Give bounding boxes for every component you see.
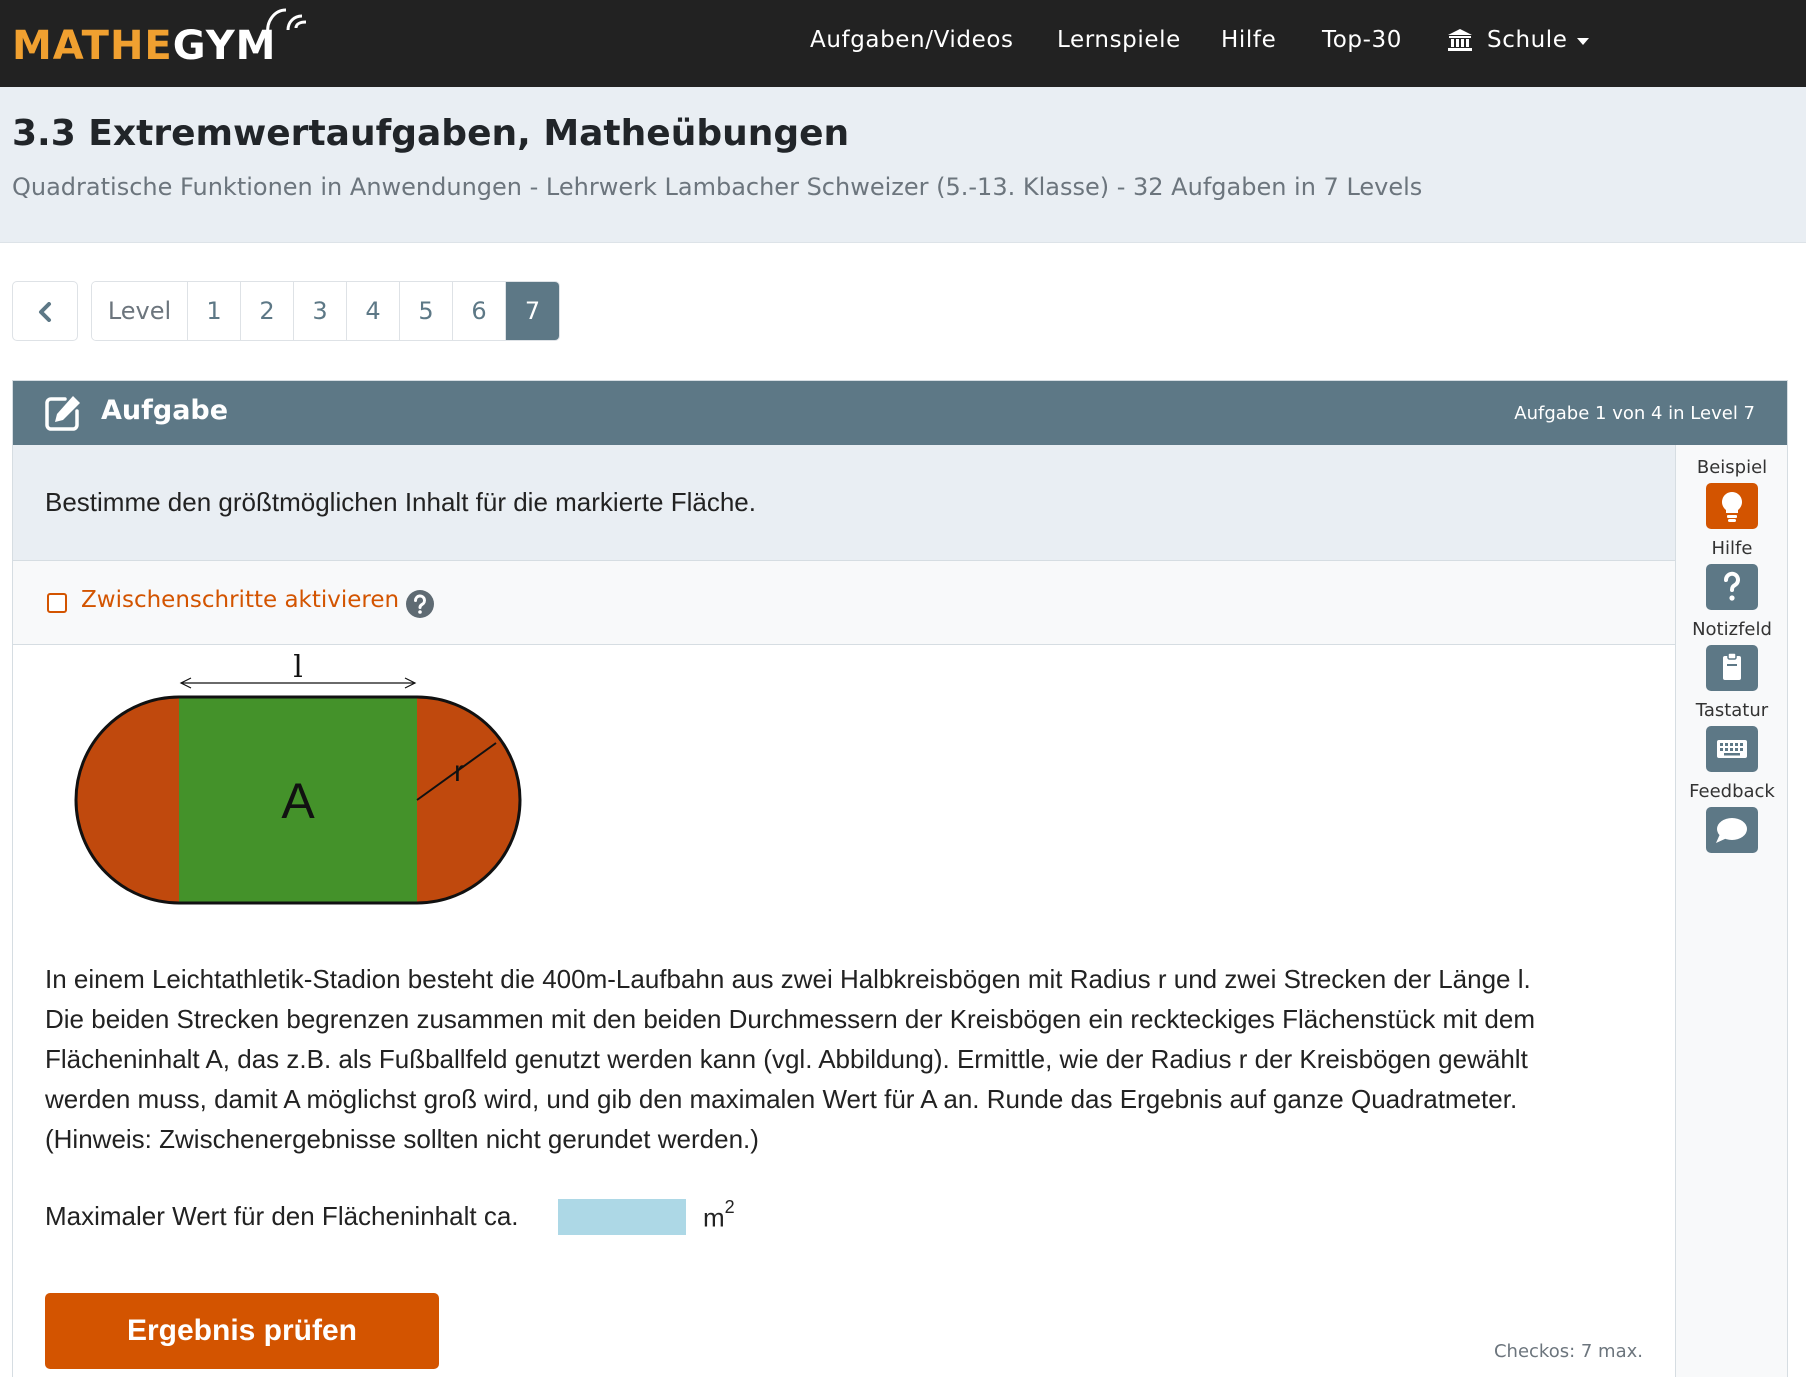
problem-line: Flächeninhalt A, das z.B. als Fußballfeld genutzt werden kann (vgl. Abbildung). Ermittle, wie der Radius r der Kreisbögen gewählt — [45, 1044, 1528, 1074]
tool-label-notizfeld: Notizfeld — [1692, 619, 1772, 640]
steps-band — [13, 561, 1675, 645]
problem-line: Die beiden Strecken begrenzen zusammen mit den beiden Durchmessern der Kreisbögen ein reckteckiges Flächenstück mit dem — [45, 1004, 1535, 1034]
answer-unit — [703, 1197, 735, 1234]
tastatur-button[interactable] — [1706, 726, 1758, 772]
track-end-left — [76, 697, 179, 903]
tool-notizfeld — [1676, 619, 1788, 695]
logo-text-gym: GYM — [172, 23, 277, 69]
feedback-button[interactable] — [1706, 807, 1758, 853]
task-card-header — [13, 381, 1787, 445]
nav-dropdown-schule[interactable] — [1447, 22, 1597, 58]
steps-checkbox[interactable] — [47, 593, 67, 613]
lightbulb-icon — [1706, 483, 1758, 529]
keyboard-icon — [1706, 726, 1758, 772]
level-link-6[interactable]: 6 — [453, 282, 506, 340]
nav-item-hilfe[interactable]: Hilfe — [1221, 27, 1277, 53]
tool-tastatur — [1676, 700, 1788, 776]
nav-item-aufgaben-videos[interactable]: Aufgaben/Videos — [810, 27, 1014, 53]
tool-sidebar — [1675, 445, 1787, 1377]
answer-unit-exponent: 2 — [724, 1197, 735, 1217]
tool-beispiel — [1676, 457, 1788, 533]
checkos-counter: Checkos: 7 max. — [1493, 1341, 1643, 1362]
stadium-figure — [59, 653, 529, 923]
level-pagination — [91, 281, 560, 341]
task-counter: Aufgabe 1 von 4 in Level 7 — [1514, 403, 1755, 424]
task-statement: Bestimme den größtmöglichen Inhalt für die markierte Fläche. — [45, 487, 756, 517]
level-label: Level — [92, 282, 188, 340]
chevron-left-icon — [37, 302, 53, 322]
problem-line: In einem Leichtathletik-Stadion besteht die 400m-Laufbahn aus zwei Halbkreisbögen mit Radius r und zwei Strecken der Länge l. — [45, 964, 1531, 994]
edit-icon — [43, 393, 83, 433]
beispiel-button[interactable] — [1706, 483, 1758, 529]
level-link-1[interactable]: 1 — [188, 282, 241, 340]
task-statement-band — [13, 445, 1675, 561]
level-link-4[interactable]: 4 — [347, 282, 400, 340]
task-card — [12, 380, 1788, 1377]
navbar — [0, 0, 1806, 87]
tool-label-feedback: Feedback — [1689, 781, 1775, 802]
problem-text — [45, 959, 1645, 1159]
tool-feedback — [1676, 781, 1788, 857]
answer-label: Maximaler Wert für den Flächeninhalt ca. — [45, 1201, 519, 1231]
back-button[interactable] — [12, 281, 78, 341]
problem-line: werden muss, damit A möglichst groß wird, und gib den maximalen Wert für A an. Runde das Ergebnis auf ganze Quadratmeter. — [45, 1084, 1518, 1114]
level-link-7-active[interactable]: 7 — [506, 282, 559, 340]
tool-hilfe — [1676, 538, 1788, 614]
school-building-icon — [1447, 28, 1473, 52]
question-icon — [1706, 564, 1758, 610]
task-card-title: Aufgabe — [101, 395, 229, 426]
radius-label: r — [454, 755, 464, 788]
area-label: A — [281, 773, 315, 829]
page-subtitle: Quadratische Funktionen in Anwendungen - Lehrwerk Lambacher Schweizer (5.-13. Klasse) - 32 Aufgaben in 7 Levels — [12, 173, 1423, 201]
tool-label-beispiel: Beispiel — [1696, 457, 1768, 478]
nav-school-label: Schule — [1487, 27, 1568, 53]
speech-bubble-icon — [1706, 807, 1758, 853]
level-link-2[interactable]: 2 — [241, 282, 294, 340]
track-end-right — [417, 697, 520, 903]
tool-label-tastatur: Tastatur — [1695, 700, 1769, 721]
header-band — [0, 87, 1806, 243]
task-main — [13, 445, 1675, 1377]
chevron-down-icon — [1577, 38, 1589, 45]
logo-text — [12, 20, 276, 72]
steps-label[interactable]: Zwischenschritte aktivieren — [81, 587, 400, 613]
clipboard-icon — [1706, 645, 1758, 691]
tool-label-hilfe: Hilfe — [1711, 538, 1753, 559]
check-result-button[interactable]: Ergebnis prüfen — [45, 1293, 439, 1369]
nav-item-lernspiele[interactable]: Lernspiele — [1057, 27, 1181, 53]
nav-item-top-30[interactable]: Top-30 — [1322, 27, 1402, 53]
hilfe-button[interactable] — [1706, 564, 1758, 610]
question-circle-icon[interactable] — [405, 589, 435, 619]
level-link-3[interactable]: 3 — [294, 282, 347, 340]
logo-text-mathe: MATHE — [12, 23, 173, 69]
logo-swoosh-icon — [260, 4, 312, 40]
page-title: 3.3 Extremwertaufgaben, Matheübungen — [12, 113, 850, 154]
answer-unit-base: m — [703, 1202, 725, 1233]
level-link-5[interactable]: 5 — [400, 282, 453, 340]
length-label: l — [293, 653, 303, 685]
problem-line: (Hinweis: Zwischenergebnisse sollten nicht gerundet werden.) — [45, 1124, 759, 1154]
answer-row — [45, 1189, 845, 1239]
notizfeld-button[interactable] — [1706, 645, 1758, 691]
answer-input[interactable] — [558, 1199, 686, 1235]
